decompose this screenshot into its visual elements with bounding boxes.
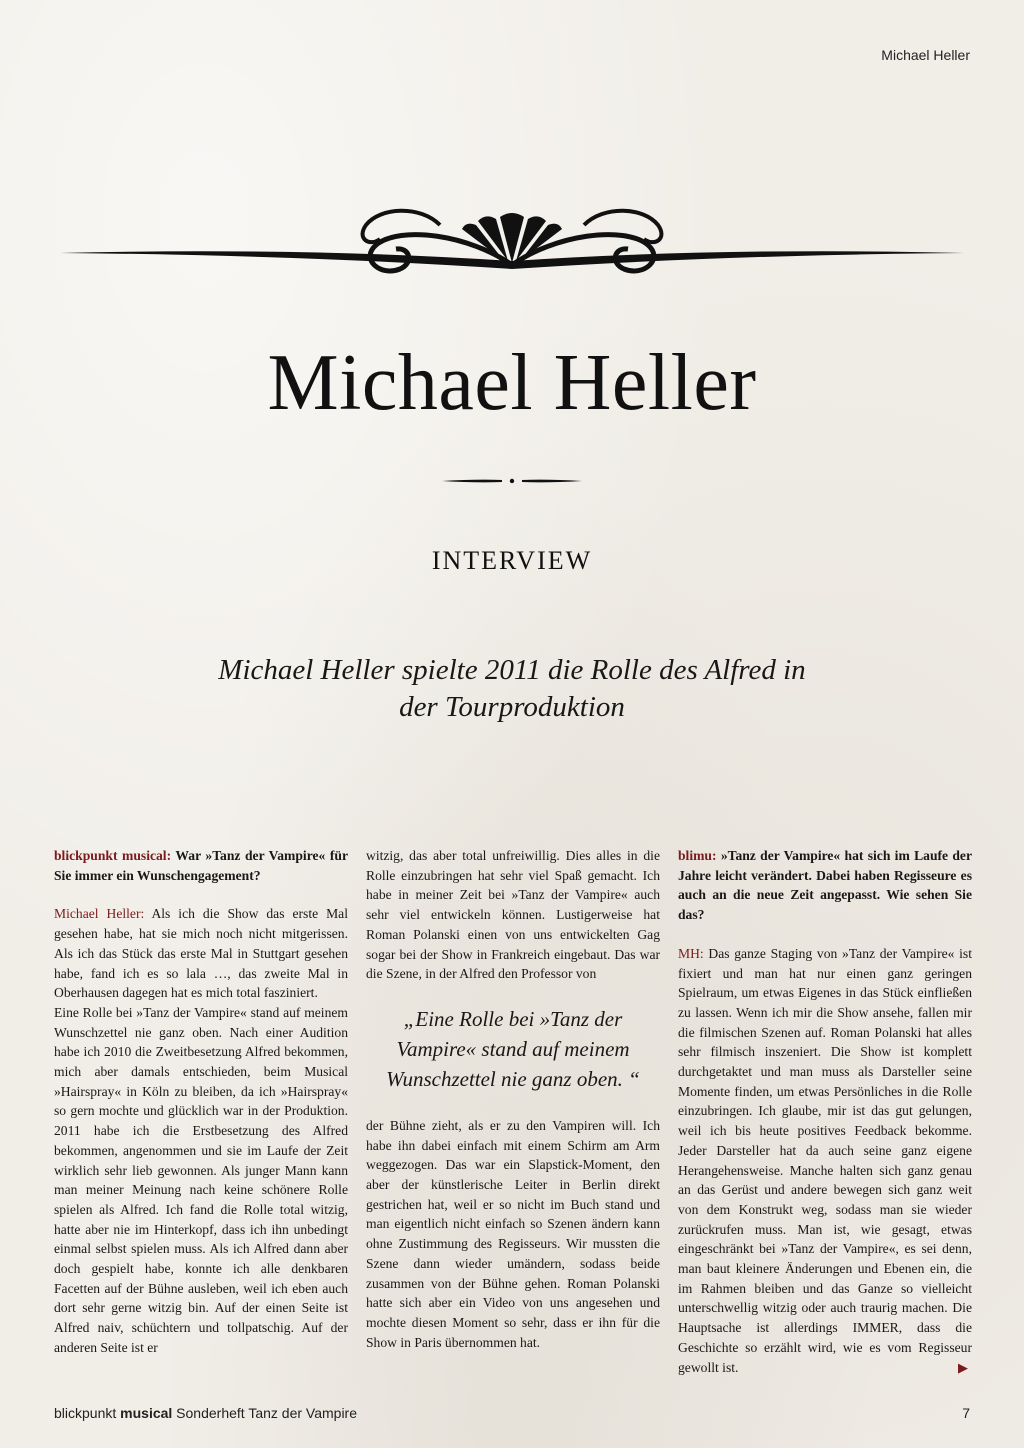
- question-text: War »Tanz der Vampire« für Sie immer ein Wunschengagement?: [54, 848, 348, 883]
- speaker-label: blickpunkt musical:: [54, 848, 172, 863]
- answer-1: [54, 904, 348, 1003]
- body-paragraph: witzig, das aber total unfreiwillig. Dies alles in die Rolle einzubringen hat sehr viel Spaß gemacht. Ich habe in meiner Zeit bei »Tanz der Vampire« auch sehr viel entwickeln können. Lustigerweise hat Roman Polanski einen von uns entwickelten Gag sogar bei der Show in Frankreich eingebaut. Das war die Szene, in der Alfred den Professor von: [366, 848, 660, 982]
- flourish-ornament: [0, 195, 1024, 285]
- running-head: Michael Heller: [881, 47, 970, 63]
- article-column-1: [54, 846, 348, 1358]
- footer-issue: Sonderheft Tanz der Vampire: [172, 1405, 357, 1421]
- speaker-label: MH:: [678, 945, 704, 961]
- article-column-3: [678, 846, 972, 1377]
- answer-2: [678, 944, 972, 1377]
- footer-brand-light: blickpunkt: [54, 1405, 121, 1421]
- question-text: »Tanz der Vampire« hat sich im Laufe der Jahre leicht verändert. Dabei haben Regisseure es auch an die neue Zeit angepasst. Wie sehen Sie das?: [678, 848, 972, 923]
- answer-text: Das ganze Staging von »Tanz der Vampire« ist fixiert und man hat nur einen ganz geringen Spielraum, um etwas Eigenes in das Stück einfließen zu lassen. Wenn ich mir die Show ansehe, fallen mir die filmischen Szenen auf. Roman Polanski hat alles sehr filmisch inszeniert. Die Show ist komplett durchgetaktet und man muss als Darsteller seine Momente finden, um etwas Persönliches in die Rolle einzubringen. Ich glaube, mir ist das gut gelungen, weil ich bis heute positives Feedback bekomme. Jeder Darsteller hat da auch seine ganz eigene Herangehensweise. Manche halten sich ganz genau an das Gerüst und andere bewegen sich ganz weit von dem Konstrukt weg, sodass man sie wieder zurückrufen muss. Man ist, wie gesagt, etwas eingeschränkt bei »Tanz der Vampire«, es sei denn, man baut kleinere Änderungen und Ebenen ein, die im Rahmen bleiben und das Ganze so vielleicht unterschwellig witzig oder auch traurig machen. Die Hauptsache ist allerdings IMMER, dass die Geschichte so erzählt wird, wie es vom Regisseur gewollt ist.: [678, 945, 972, 1375]
- section-label: INTERVIEW: [431, 546, 593, 575]
- end-mark-icon: ▶: [958, 1359, 968, 1375]
- answer-text: Als ich die Show das erste Mal gesehen habe, hat sie mich noch nicht mitgerissen. Als ich das Stück das erste Mal in Stuttgart gesehen habe, fand ich es so lala …, das zweite Mal in Oberhausen dagegen hat es mich total fasziniert.: [54, 906, 348, 1001]
- pull-quote: „Eine Rolle bei »Tanz der Vampire« stand auf meinem Wunschzettel nie ganz oben. “: [386, 1006, 640, 1091]
- footer-publication: [54, 1405, 357, 1421]
- body-paragraph: der Bühne zieht, als er zu den Vampiren will. Ich habe ihn dabei einfach mit einem Schirm am Arm weggezogen. Das war ein Slapstick-Moment, den aber der künstlerische Leiter in Berlin direkt gestrichen hat, weil er so nicht im Buch stand und man eigentlich nicht einfach so Szenen ändern kann ohne Zustimmung des Regisseurs. Wir mussten die Szene dann wieder umändern, sodass beide zusammen von der Bühne gehen. Roman Polanski hatte sich aber ein Video von uns angesehen und mochte diesen Moment so sehr, dass er ihn für die Show in Paris übernommen hat.: [366, 1117, 660, 1350]
- page-number: 7: [962, 1405, 970, 1421]
- article-column-2: [366, 846, 660, 1352]
- question-1: [54, 846, 348, 885]
- speaker-label: Michael Heller:: [54, 906, 145, 922]
- question-2: [678, 846, 972, 925]
- speaker-label: blimu:: [678, 848, 717, 863]
- page-title: Michael Heller: [267, 339, 757, 427]
- answer-1-paragraph-2: Eine Rolle bei »Tanz der Vampire« stand auf meinem Wunschzettel nie ganz oben. Nach einer Audition habe ich 2010 die Zweitbesetzung Alfred bekommen, mich aber damals entschieden, beim Musical »Hairspray« in Köln zu bleiben, da ich »Hairspray« so gern mochte und glücklich war in der Produktion. 2011 habe ich die Erstbesetzung des Alfred bekommen, angenommen und sie im Laufe der Zeit wirklich sehr lieb gewonnen. Als junger Mann kann man meiner Meinung nach keine schönere Rolle spielen als Alfred. Ich fand die Rolle total witzig, hatte aber nie im Hinterkopf, dass ich ihn unbedingt einmal selbst spielen muss. Als ich Alfred dann aber doch gespielt habe, konnte ich alle denkbaren Facetten auf der Bühne ausleben, weil ich eben auch dort sehr gerne witzig bin. Auf der einen Seite ist Alfred naiv, schüchtern und tollpatschig. Auf der anderen Seite ist er: [54, 1004, 348, 1355]
- divider-ornament: [440, 474, 584, 488]
- subtitle: Michael Heller spielte 2011 die Rolle des Alfred in der Tourproduktion: [218, 654, 806, 723]
- footer-brand-bold: musical: [120, 1405, 173, 1421]
